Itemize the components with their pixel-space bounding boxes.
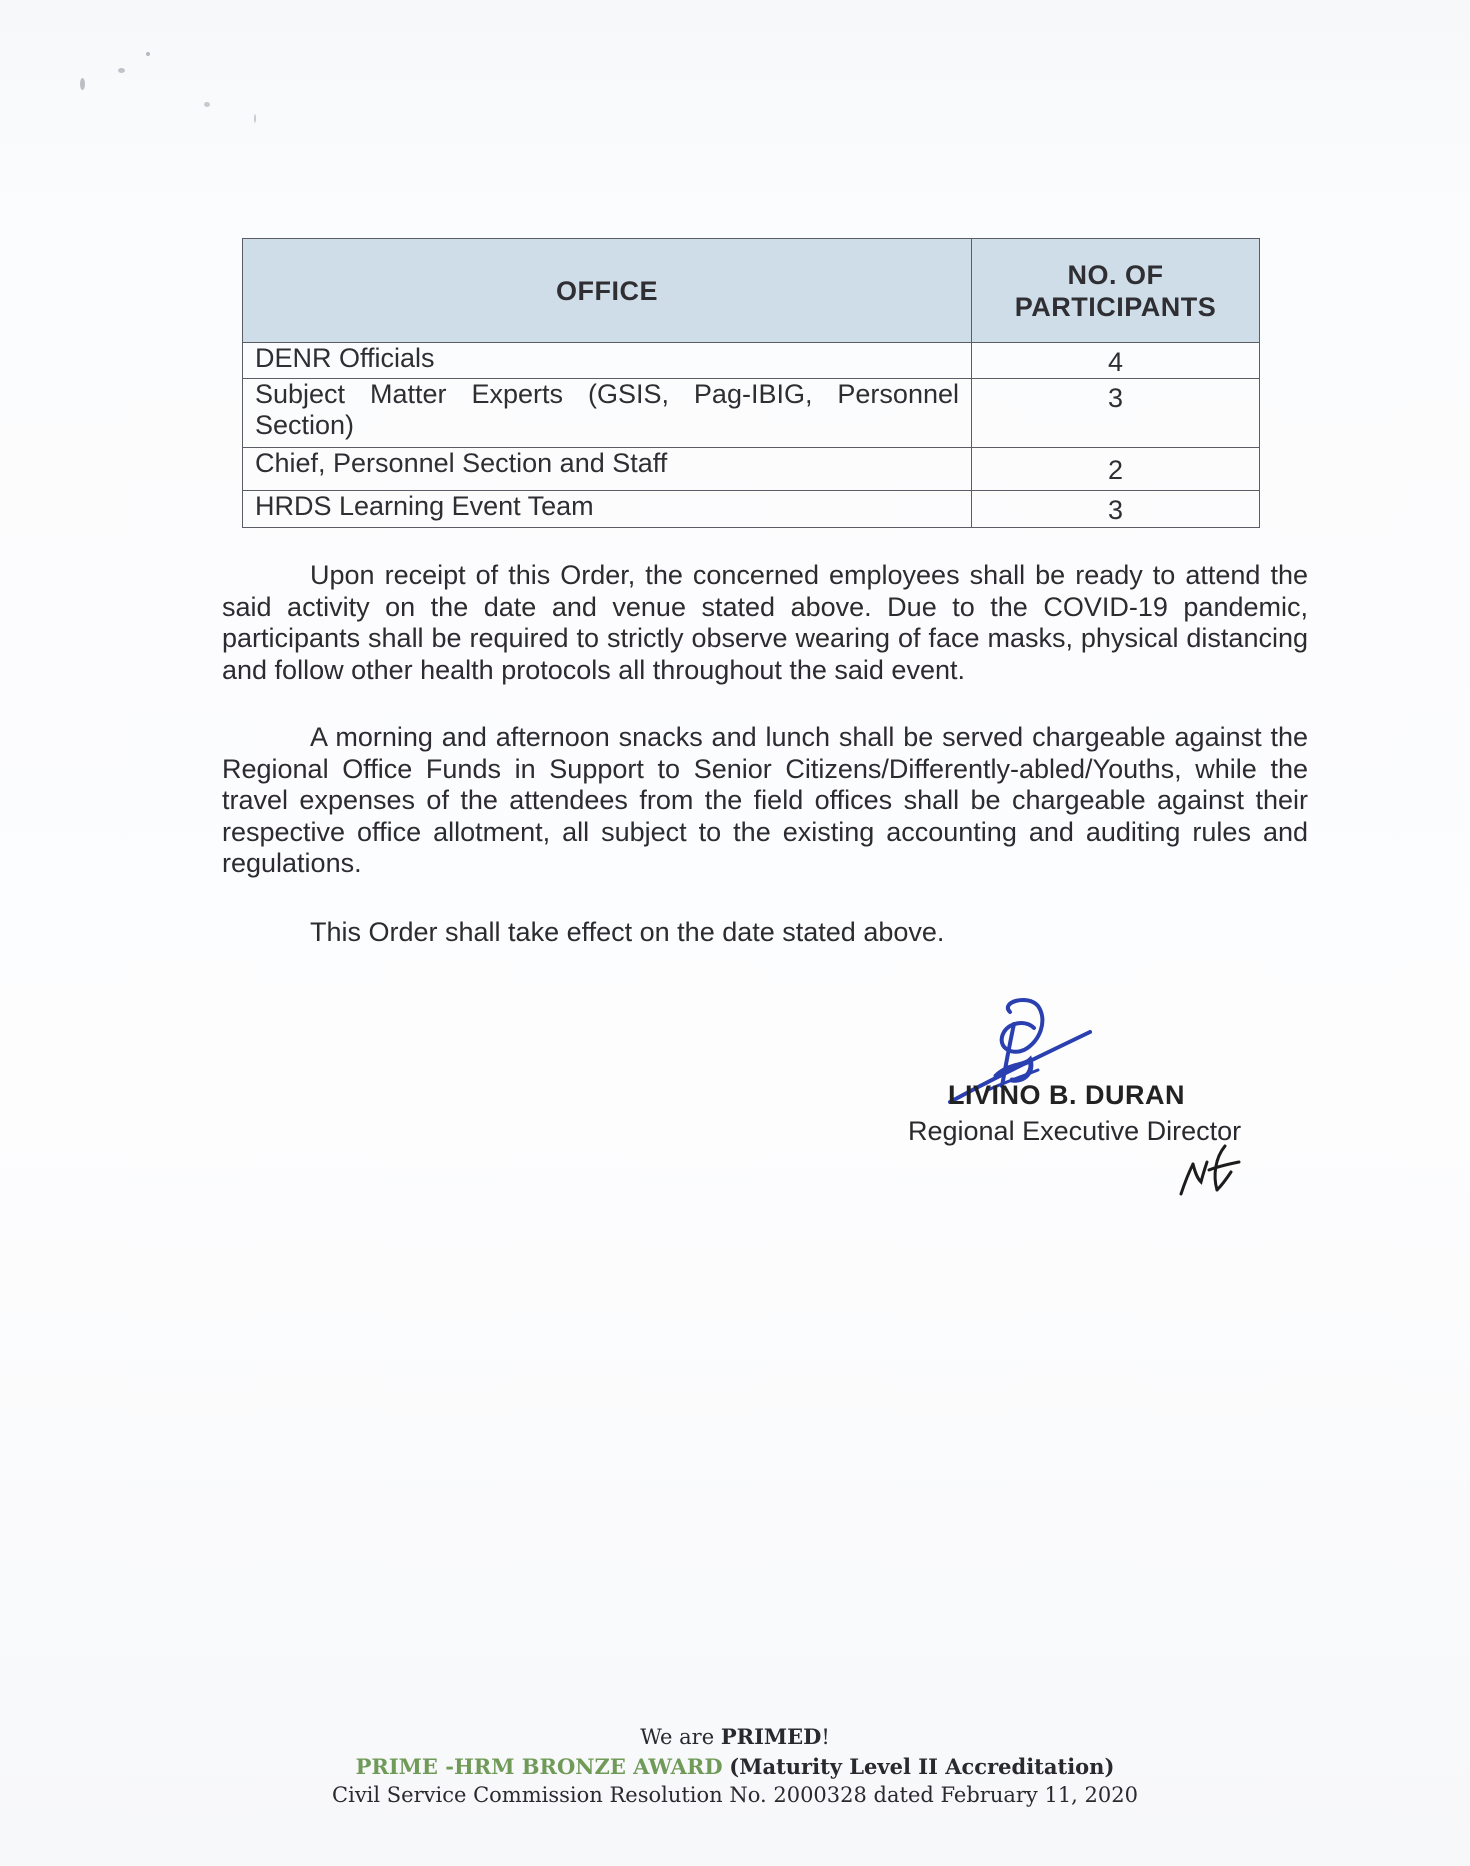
header-participants-line1: NO. OF <box>1067 259 1164 290</box>
count-cell: 4 <box>972 343 1260 379</box>
header-participants <box>972 239 1260 343</box>
footer-award-name: PRIME -HRM BRONZE AWARD <box>355 1754 723 1779</box>
signatory-name: LIVINO B. DURAN <box>948 1080 1185 1110</box>
office-cell: Chief, Personnel Section and Staff <box>243 448 972 491</box>
count-cell: 3 <box>972 491 1260 528</box>
footer-line-resolution: Civil Service Commission Resolution No. 2000328 dated February 11, 2020 <box>332 1783 1138 1807</box>
count-cell: 3 <box>972 379 1260 448</box>
participants-table <box>242 238 1260 528</box>
table-row <box>243 491 1260 528</box>
paragraph-attendance <box>222 560 1308 686</box>
footer-primed-prefix: We are <box>640 1725 721 1749</box>
scan-speck <box>118 68 125 73</box>
scan-speck <box>80 78 85 90</box>
footer-award-note: (Maturity Level II Accreditation) <box>729 1754 1115 1779</box>
office-cell: Subject Matter Experts (GSIS, Pag-IBIG, Personnel Section) <box>243 379 972 448</box>
footer-primed-bold: PRIMED <box>720 1724 822 1749</box>
paragraph-effectivity-text: This Order shall take effect on the date stated above. <box>310 917 945 947</box>
table-header-row <box>243 239 1260 343</box>
header-office: OFFICE <box>243 239 972 343</box>
count-cell: 2 <box>972 448 1260 491</box>
header-participants-line2: PARTICIPANTS <box>1014 291 1217 322</box>
paragraph-attendance-text: Upon receipt of this Order, the concerned employees shall be ready to attend the said activity on the date and venue stated above. Due to the COVID-19 pandemic, participants shall be required to strictly observe wearing of face masks, physical distancing and follow other health protocols all throughout the said event. <box>222 560 1308 685</box>
office-cell: HRDS Learning Event Team <box>243 491 972 528</box>
scan-speck <box>254 114 256 123</box>
paragraph-expenses-text: A morning and afternoon snacks and lunch shall be served chargeable against the Regional Office Funds in Support to Senior Citizens/Differently-abled/Youths, while the travel expenses of the attendees from the field offices shall be chargeable against their respective office allotment, all subject to the existing accounting and auditing rules and regulations. <box>222 722 1308 878</box>
footer-line-primed <box>0 1724 1470 1749</box>
table-row <box>243 379 1260 448</box>
footer-line-award <box>0 1754 1470 1779</box>
paragraph-effectivity <box>222 917 1308 949</box>
footer-primed-suffix: ! <box>821 1725 830 1749</box>
signatory-title: Regional Executive Director <box>908 1116 1242 1146</box>
table-row <box>243 448 1260 491</box>
scan-speck <box>204 102 210 107</box>
office-cell: DENR Officials <box>243 343 972 379</box>
initials-mark <box>1175 1142 1255 1202</box>
table-row <box>243 343 1260 379</box>
paragraph-expenses <box>222 722 1308 880</box>
scan-speck <box>146 52 150 56</box>
